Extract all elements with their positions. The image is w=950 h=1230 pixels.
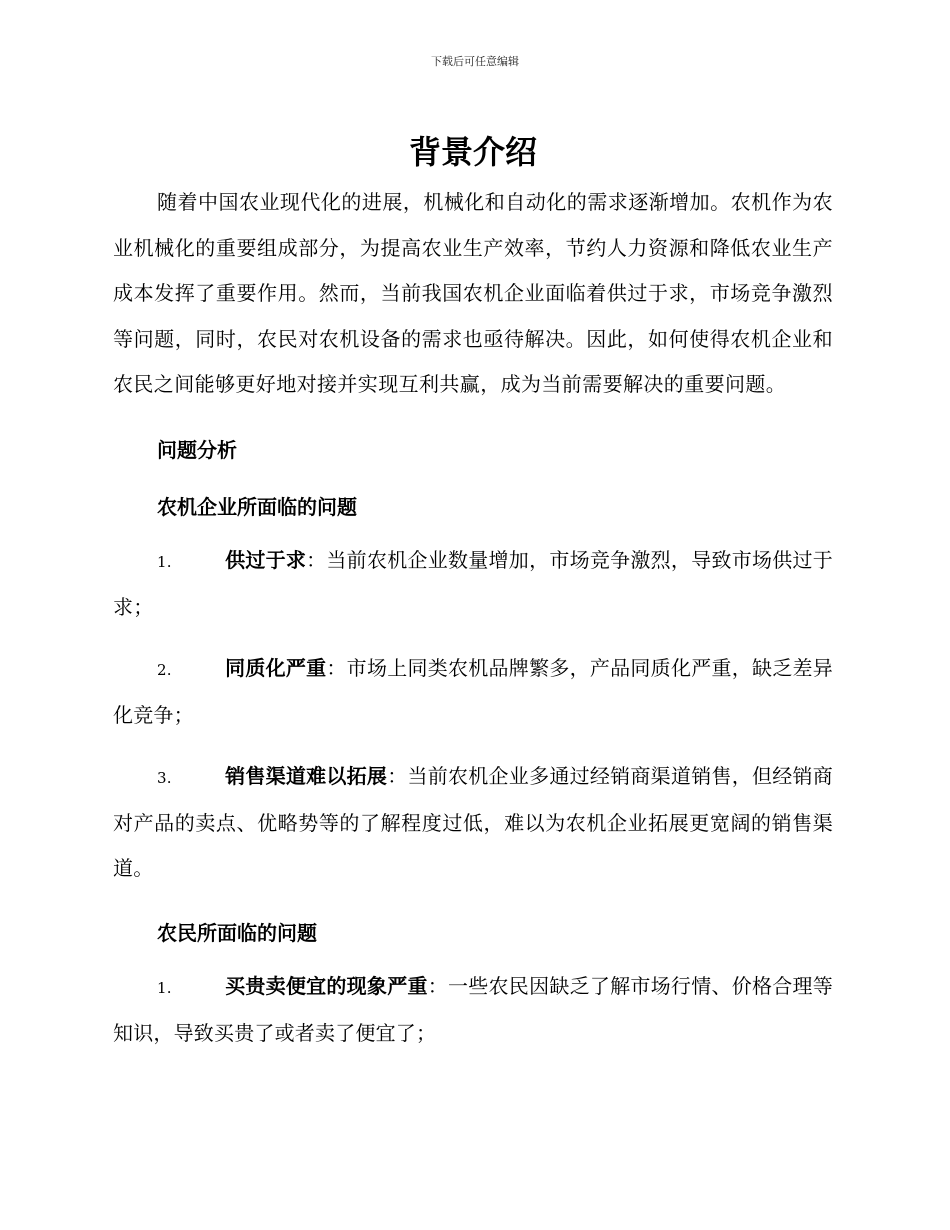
list-text: ：当前农机企业多通过经销商渠道销售，但经销商对产品的卖点、优略势等的了解程度过低，难以为农机企业拓展更宽阔的销售渠道。: [113, 763, 833, 880]
subheading-enterprise-problems: 农机企业所面临的问题: [157, 494, 357, 519]
list-term: 供过于求: [225, 547, 307, 572]
list-text: ：一些农民因缺乏了解市场行情、价格合理等知识，导致买贵了或者卖了便宜了；: [113, 973, 834, 1045]
document-body: [113, 130, 833, 1056]
list-term: 同质化严重: [225, 655, 327, 680]
section-heading-problem-analysis: 问题分析: [157, 437, 237, 462]
list-number: 3.: [157, 768, 172, 787]
list-item: [113, 538, 833, 630]
subheading-farmer-problems: 农民所面临的问题: [157, 920, 317, 945]
list-term: 销售渠道难以拓展: [225, 763, 388, 788]
intro-paragraph: 随着中国农业现代化的进展，机械化和自动化的需求逐渐增加。农机作为农业机械化的重要组成部分，为提高农业生产效率，节约人力资源和降低农业生产成本发挥了重要作用。然而，当前我国农机企业面临着供过于求，市场竞争激烈等问题，同时，农民对农机设备的需求也亟待解决。因此，如何使得农机企业和农民之间能够更好地对接并实现互利共赢，成为当前需要解决的重要问题。: [113, 190, 833, 396]
document-title: 背景介绍: [408, 133, 537, 171]
list-item: [113, 754, 833, 891]
list-term: 买贵卖便宜的现象严重: [225, 973, 428, 998]
list-item: [113, 646, 833, 738]
list-number: 1.: [157, 552, 172, 571]
page-header-note: 下载后可任意编辑: [431, 55, 519, 68]
list-text: ：当前农机企业数量增加，市场竞争激烈，导致市场供过于求；: [113, 547, 833, 619]
list-number: 1.: [157, 978, 172, 997]
list-number: 2.: [157, 660, 172, 679]
list-item: [113, 964, 833, 1056]
list-text: ：市场上同类农机品牌繁多，产品同质化严重，缺乏差异化竞争；: [113, 655, 834, 727]
